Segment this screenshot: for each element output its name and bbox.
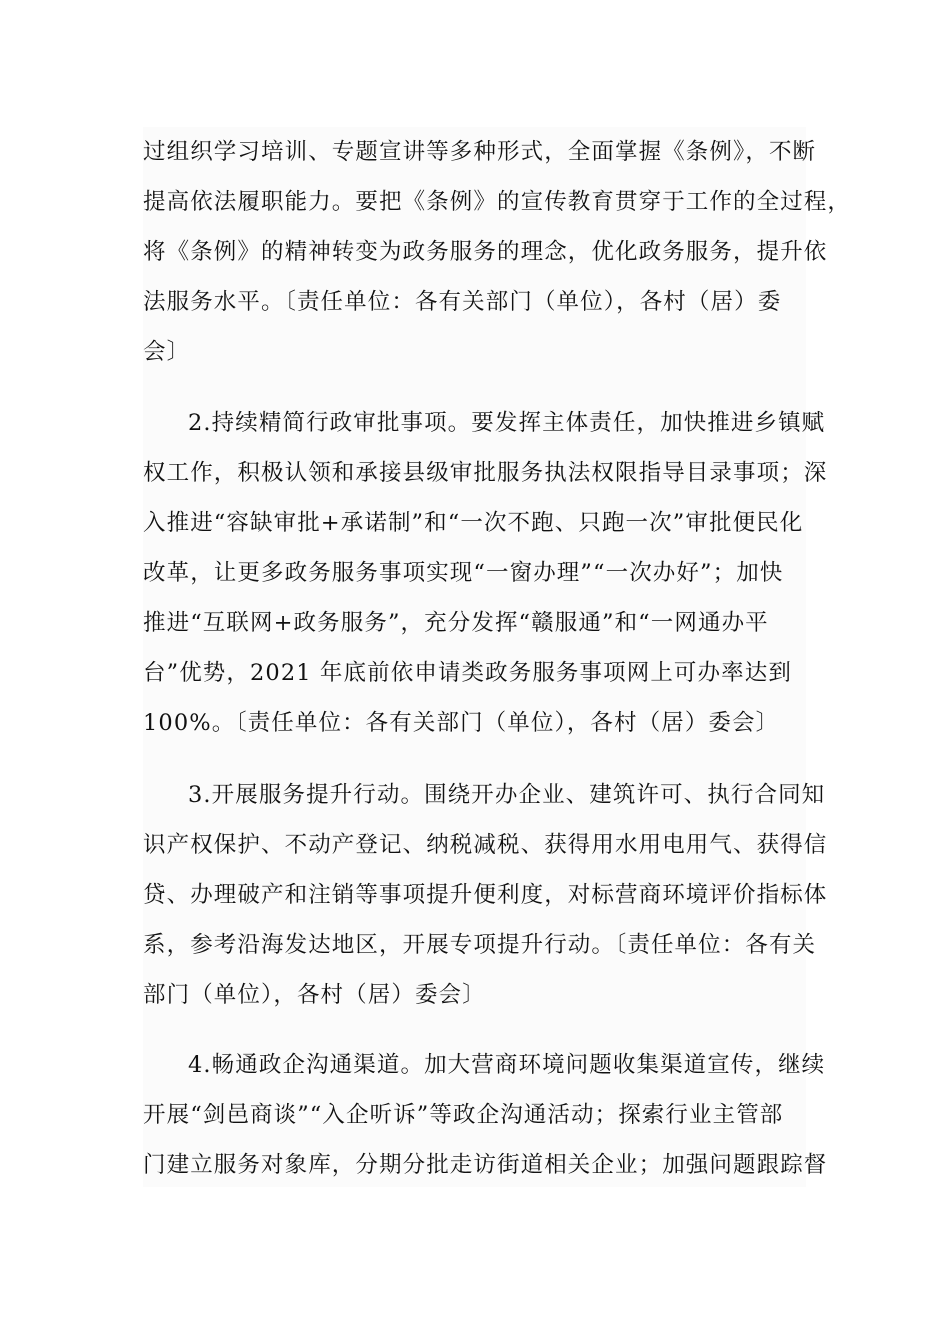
text-line: 部门（单位），各村（居）委会〕 [143,982,486,1008]
text-line: 识产权保护、不动产登记、纳税减税、获得用水用电用气、获得信 [143,832,828,858]
text-line: 改革，让更多政务服务事项实现“一窗办理”“一次办好”；加快 [143,560,784,586]
paragraph-2-heading: 2.持续精简行政审批事项。要发挥主体责任，加快推进乡镇赋 [188,410,826,436]
text-line: 门建立服务对象库，分期分批走访街道相关企业；加强问题跟踪督 [143,1152,828,1178]
text-line: 系，参考沿海发达地区，开展专项提升行动。〔责任单位：各有关 [143,932,817,958]
text-line: 过组织学习培训、专题宣讲等多种形式，全面掌握《条例》，不断 [143,139,817,165]
text-line: 提高依法履职能力。要把《条例》的宣传教育贯穿于工作的全过程， [143,189,852,215]
text-line: 会〕 [143,339,191,365]
text-line: 台”优势，2021 年底前依申请类政务服务事项网上可办率达到 [143,660,792,686]
text-line: 入推进“容缺审批+承诺制”和“一次不跑、只跑一次”审批便民化 [143,510,804,536]
text-line: 权工作，积极认领和承接县级审批服务执法权限指导目录事项；深 [143,460,828,486]
text-line: 法服务水平。〔责任单位：各有关部门（单位），各村（居）委 [143,289,782,315]
text-line: 开展“剑邑商谈”“入企听诉”等政企沟通活动；探索行业主管部 [143,1102,784,1128]
text-line: 推进“互联网+政务服务”，充分发挥“赣服通”和“一网通办平 [143,610,769,636]
text-line: 100%。〔责任单位：各有关部门（单位），各村（居）委会〕 [143,710,780,736]
text-line: 将《条例》的精神转变为政务服务的理念，优化政务服务，提升依 [143,239,828,265]
paragraph-4-heading: 4.畅通政企沟通渠道。加大营商环境问题收集渠道宣传，继续 [188,1052,826,1078]
paragraph-3-heading: 3.开展服务提升行动。围绕开办企业、建筑许可、执行合同知 [188,782,826,808]
text-line: 贷、办理破产和注销等事项提升便利度，对标营商环境评价指标体 [143,882,828,908]
